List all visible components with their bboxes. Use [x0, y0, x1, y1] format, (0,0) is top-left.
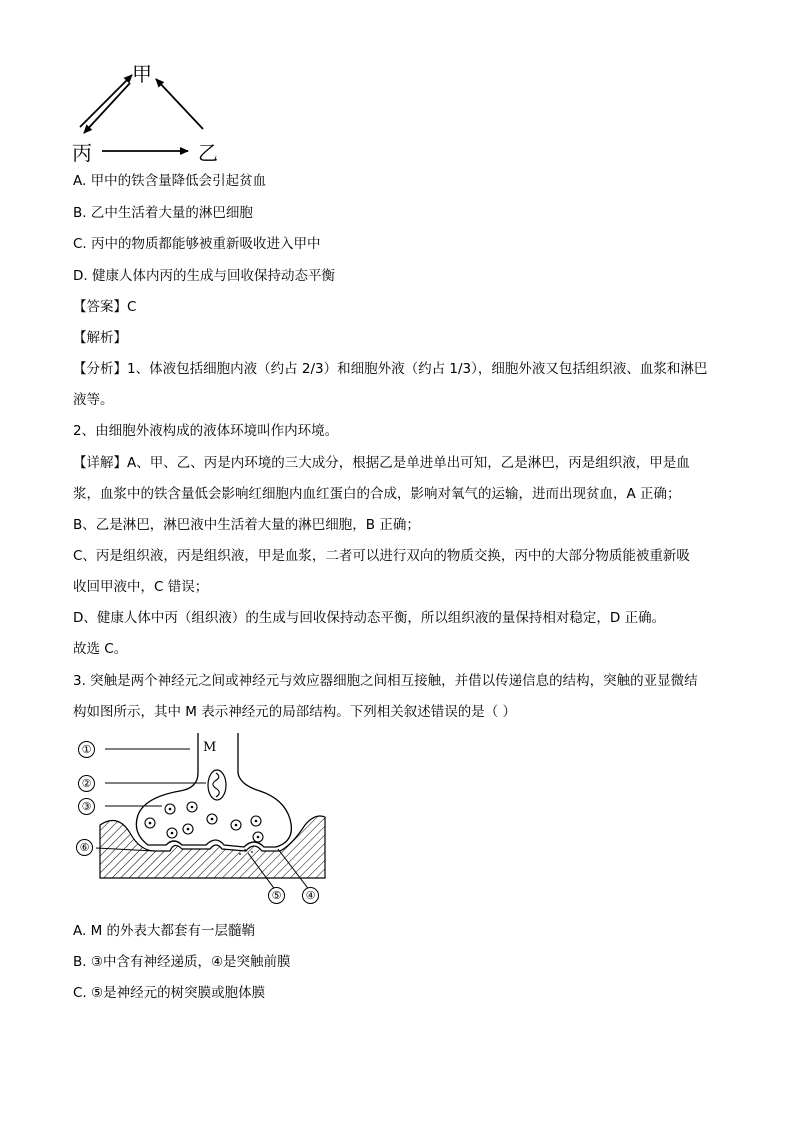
m-label: M [203, 740, 217, 755]
analysis-line: B、乙是淋巴，淋巴液中生活着大量的淋巴细胞，B 正确； [73, 517, 420, 533]
label-yi: 乙 [198, 141, 218, 165]
analysis-line: 故选 C。 [73, 641, 128, 657]
q2-option-a: A. 甲中的铁含量降低会引起贫血 [73, 173, 267, 189]
synapse-drawing [70, 733, 340, 908]
analysis-line: 收回甲液中，C 错误； [73, 579, 209, 595]
label-4: ④ [302, 887, 319, 904]
q2-option-c: C. 丙中的物质都能够被重新吸收进入甲中 [73, 236, 321, 252]
q3-option-b: B. ③中含有神经递质，④是突触前膜 [73, 954, 291, 970]
label-jia: 甲 [132, 62, 152, 86]
synapse-diagram [70, 733, 340, 908]
label-6: ⑥ [76, 839, 93, 856]
analysis-line: C、丙是组织液，丙是组织液，甲是血浆，二者可以进行双向的物质交换，丙中的大部分物质能被重新吸 [73, 548, 690, 564]
q2-option-b: B. 乙中生活着大量的淋巴细胞 [73, 205, 253, 221]
q2-option-d: D. 健康人体内丙的生成与回收保持动态平衡 [73, 268, 335, 284]
analysis-line: 液等。 [73, 392, 114, 408]
analysis-line: 浆，血浆中的铁含量低会影响红细胞内血红蛋白的合成，影响对氧气的运输，进而出现贫血，A 正确； [73, 486, 681, 502]
label-bing: 丙 [72, 141, 92, 165]
q3-stem-line: 构如图所示，其中 M 表示神经元的局部结构。下列相关叙述错误的是（ ） [73, 704, 517, 720]
answer: 【答案】C [73, 299, 137, 315]
analysis-line: 【详解】A、甲、乙、丙是内环境的三大成分，根据乙是单进单出可知，乙是淋巴，丙是组织液，甲是血 [73, 455, 690, 471]
label-2: ② [78, 775, 95, 792]
label-3: ③ [78, 798, 95, 815]
q3-option-a: A. M 的外表大都套有一层髓鞘 [73, 923, 256, 939]
analysis-title: 【解析】 [73, 330, 127, 346]
label-1: ① [78, 741, 95, 758]
body-fluid-diagram [70, 55, 230, 165]
q3-option-c: C. ⑤是神经元的树突膜或胞体膜 [73, 985, 266, 1001]
label-5: ⑤ [268, 887, 285, 904]
analysis-line: 2、由细胞外液构成的液体环境叫作内环境。 [73, 423, 339, 439]
analysis-line: D、健康人体中丙（组织液）的生成与回收保持动态平衡，所以组织液的量保持相对稳定，D 正确。 [73, 610, 666, 626]
q3-stem-line: 3. 突触是两个神经元之间或神经元与效应器细胞之间相互接触，并借以传递信息的结构，突触的亚显微结 [73, 673, 698, 689]
analysis-line: 【分析】1、体液包括细胞内液（约占 2/3）和细胞外液（约占 1/3），细胞外液又包括组织液、血浆和淋巴 [73, 361, 708, 377]
